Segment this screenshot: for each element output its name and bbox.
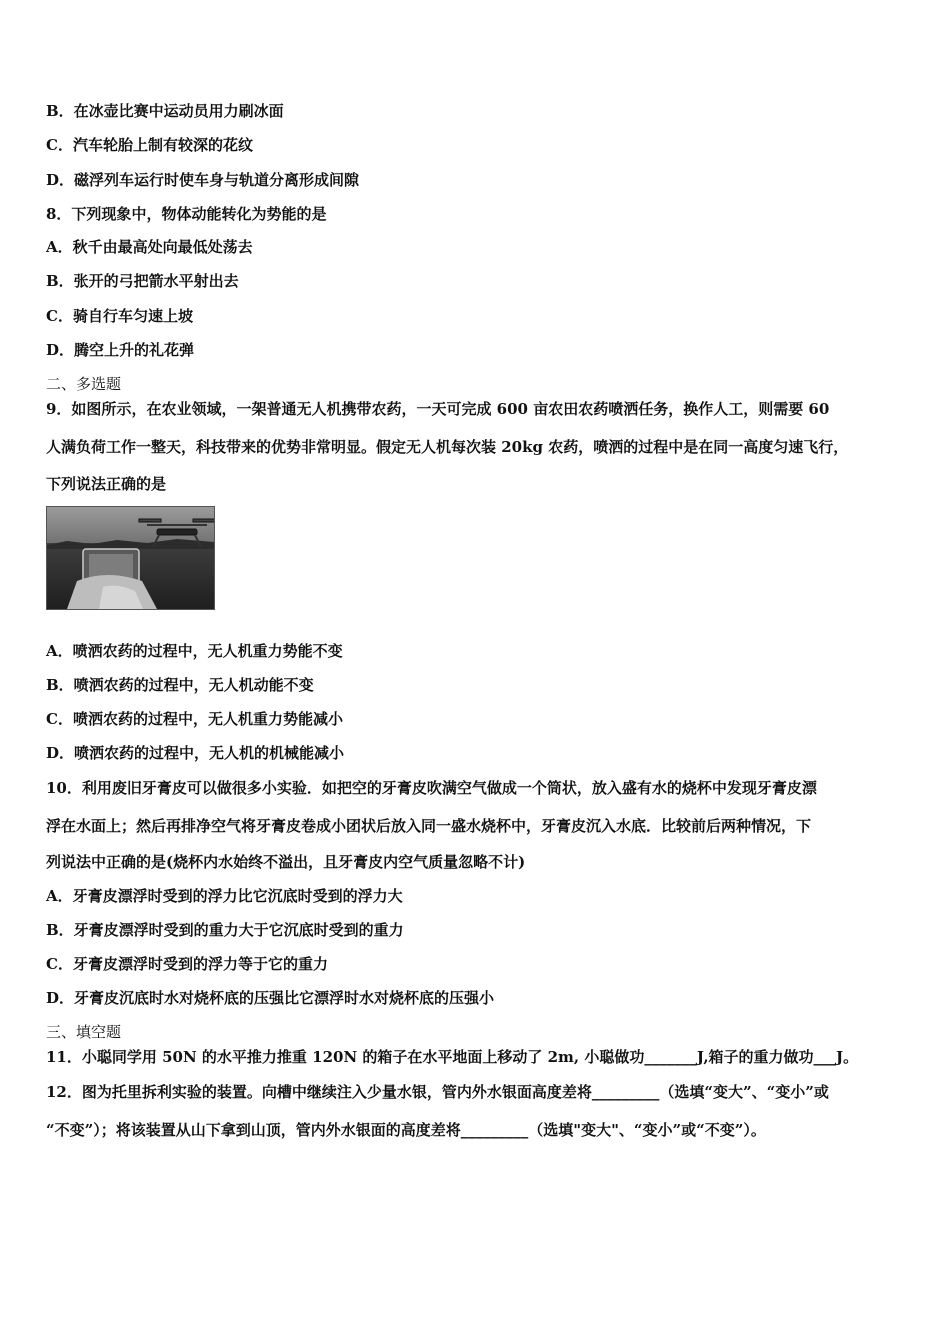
q9-option-b: B．喷洒农药的过程中，无人机动能不变 — [46, 676, 314, 694]
q7-option-b: B．在冰壶比赛中运动员用力刷冰面 — [46, 102, 284, 120]
q9-option-d: D．喷洒农药的过程中，无人机的机械能减小 — [46, 744, 345, 762]
q8-option-d: D．腾空上升的礼花弹 — [46, 341, 195, 359]
section-title-fill-in: 三、填空题 — [46, 1023, 122, 1041]
q10-option-b: B．牙膏皮漂浮时受到的重力大于它沉底时受到的重力 — [46, 921, 404, 939]
q10-option-d: D．牙膏皮沉底时水对烧杯底的压强比它漂浮时水对烧杯底的压强小 — [46, 989, 495, 1007]
q9-stem-line-2: 人满负荷工作一整天，科技带来的优势非常明显。假定无人机每次装 20kg 农药，喷洒的过程中是在同一高度匀速飞行， — [46, 438, 849, 456]
q8-option-b: B．张开的弓把箭水平射出去 — [46, 272, 239, 290]
q7-option-c: C．汽车轮胎上制有较深的花纹 — [46, 136, 253, 154]
q8-option-a: A．秋千由最高处向最低处荡去 — [46, 238, 253, 256]
section-title-multiple-choice: 二、多选题 — [46, 375, 122, 393]
q9-stem-line-1: 9．如图所示，在农业领域，一架普通无人机携带农药，一天可完成 600 亩农田农药喷洒任务，换作人工，则需要 60 — [46, 400, 830, 418]
q10-option-a: A．牙膏皮漂浮时受到的浮力比它沉底时受到的浮力大 — [46, 887, 403, 905]
q9-option-c: C．喷洒农药的过程中，无人机重力势能减小 — [46, 710, 343, 728]
q12-line-1: 12．图为托里拆利实验的装置。向槽中继续注入少量水银，管内外水银面高度差将_________（选填“变大”、“变小”或 — [46, 1083, 829, 1101]
drone-photo — [46, 506, 215, 610]
q7-option-d: D．磁浮列车运行时使车身与轨道分离形成间隙 — [46, 171, 360, 189]
q12-line-2: “不变”）；将该装置从山下拿到山顶，管内外水银面的高度差将_________（选填"变大"、“变小”或“不变”）。 — [46, 1121, 766, 1139]
q10-stem-line-3: 列说法中正确的是(烧杯内水始终不溢出，且牙膏皮内空气质量忽略不计) — [46, 853, 526, 871]
drone-photo-illustration — [47, 507, 214, 609]
q8-option-c: C．骑自行车匀速上坡 — [46, 307, 193, 325]
q11-text: 11．小聪同学用 50N 的水平推力推重 120N 的箱子在水平地面上移动了 2m, 小聪做功_______J,箱子的重力做功___J。 — [46, 1048, 859, 1066]
q9-option-a: A．喷洒农药的过程中，无人机重力势能不变 — [46, 642, 343, 660]
q10-stem-line-1: 10．利用废旧牙膏皮可以做很多小实验．如把空的牙膏皮吹满空气做成一个筒状，放入盛有水的烧杯中发现牙膏皮漂 — [46, 779, 817, 797]
q10-option-c: C．牙膏皮漂浮时受到的浮力等于它的重力 — [46, 955, 328, 973]
q8-stem: 8．下列现象中，物体动能转化为势能的是 — [46, 205, 327, 223]
q10-stem-line-2: 浮在水面上；然后再排净空气将牙膏皮卷成小团状后放入同一盛水烧杯中，牙膏皮沉入水底．比较前后两种情况，下 — [46, 817, 812, 835]
q9-stem-line-3: 下列说法正确的是 — [46, 475, 167, 493]
